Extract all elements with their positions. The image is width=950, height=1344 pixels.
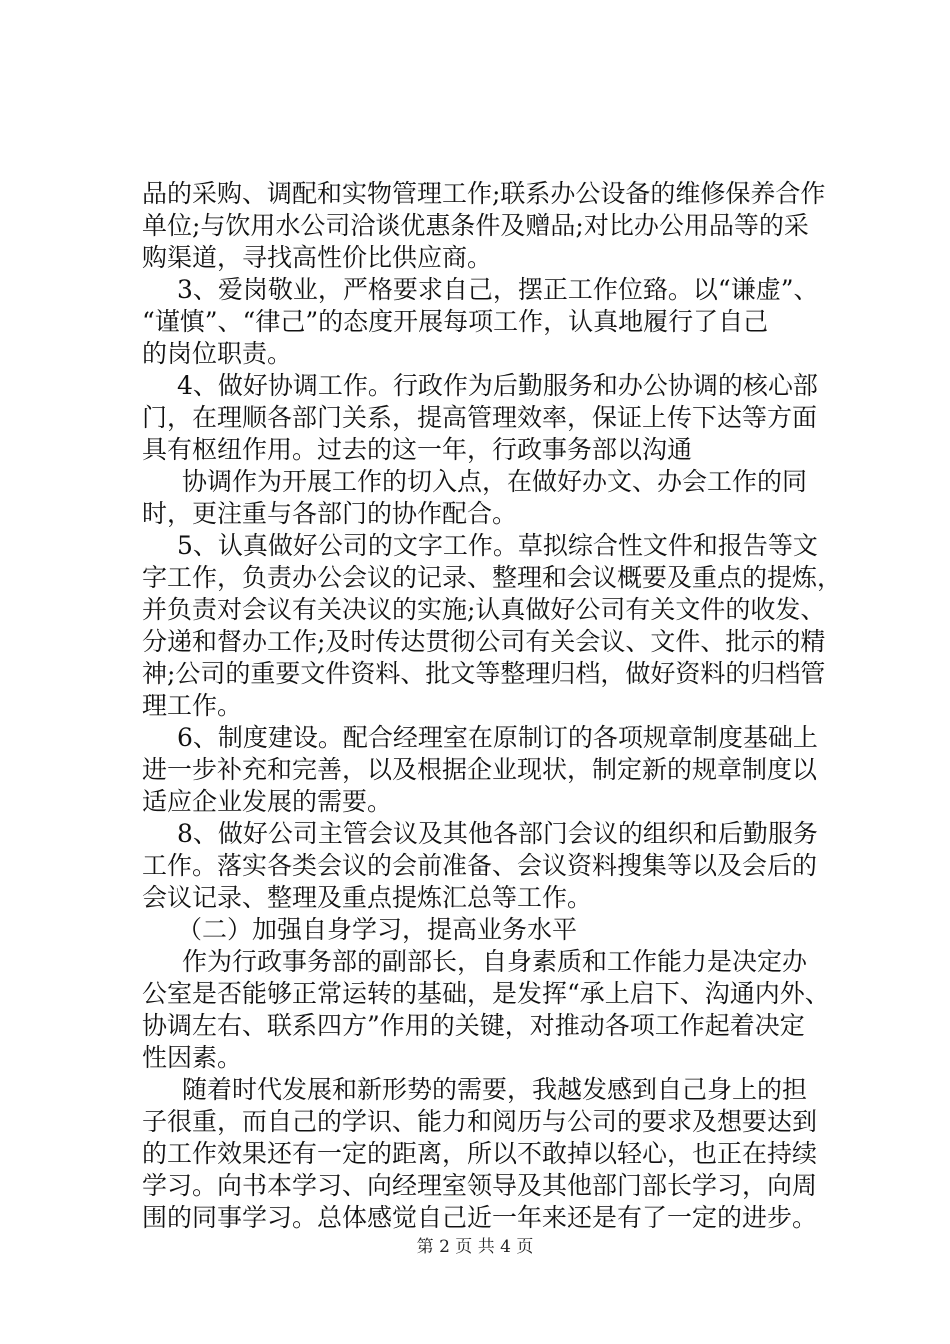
text-line: 品的采购、调配和实物管理工作;联系办公设备的维修保养合作	[142, 179, 826, 208]
text-line: 时，更注重与各部门的协作配合。	[142, 499, 518, 528]
text-line: 适应企业发展的需要。	[142, 787, 393, 816]
text-line: 理工作。	[142, 691, 243, 720]
text-line: 4、做好协调工作。行政作为后勤服务和办公协调的核心部	[177, 371, 818, 400]
text-line: 作为行政事务部的副部长，自身素质和工作能力是决定办	[182, 947, 808, 976]
text-line: 的岗位职责。	[142, 339, 293, 368]
text-line: 门，在理顺各部门关系，提高管理效率，保证上传下达等方面	[142, 403, 818, 432]
text-line: 协调作为开展工作的切入点，在做好办文、办会工作的同	[182, 467, 808, 496]
text-line: 围的同事学习。总体感觉自己近一年来还是有了一定的进步。	[142, 1203, 818, 1232]
text-line: 购渠道，寻找高性价比供应商。	[142, 243, 493, 272]
text-line: 具有枢纽作用。过去的这一年，行政事务部以沟通	[142, 435, 693, 464]
text-line: “谨慎”、“律己”的态度开展每项工作，认真地履行了自己	[142, 307, 769, 336]
text-line: 公室是否能够正常运转的基础，是发挥“承上启下、沟通内外、	[142, 979, 830, 1008]
text-line: 学习。向书本学习、向经理室领导及其他部门部长学习，向周	[142, 1171, 818, 1200]
text-line: 工作。落实各类会议的会前准备、会议资料搜集等以及会后的	[142, 851, 818, 880]
text-line: 的工作效果还有一定的距离，所以不敢掉以轻心，也正在持续	[142, 1139, 818, 1168]
text-line: 随着时代发展和新形势的需要，我越发感到自己身上的担	[182, 1075, 808, 1104]
text-line: 子很重，而自己的学识、能力和阅历与公司的要求及想要达到	[142, 1107, 818, 1136]
text-line: 并负责对会议有关决议的实施;认真做好公司有关文件的收发、	[142, 595, 826, 624]
text-line: 进一步补充和完善，以及根据企业现状，制定新的规章制度以	[142, 755, 818, 784]
text-line: 8、做好公司主管会议及其他各部门会议的组织和后勤服务	[177, 819, 818, 848]
text-line: 字工作，负责办公会议的记录、整理和会议概要及重点的提炼，	[142, 563, 843, 592]
text-line: 5、认真做好公司的文字工作。草拟综合性文件和报告等文	[177, 531, 818, 560]
text-line: 3、爱岗敬业，严格要求自己，摆正工作位臵。以“谦虚”、	[177, 275, 819, 304]
text-line: 神;公司的重要文件资料、批文等整理归档，做好资料的归档管	[142, 659, 826, 688]
text-line: 性因素。	[142, 1043, 243, 1072]
text-line: 6、制度建设。配合经理室在原制订的各项规章制度基础上	[177, 723, 818, 752]
page-footer: 第 2 页 共 4 页	[416, 1237, 534, 1257]
text-line: 分递和督办工作;及时传达贯彻公司有关会议、文件、批示的精	[142, 627, 826, 656]
text-line: 协调左右、联系四方”作用的关键，对推动各项工作起着决定	[142, 1011, 805, 1040]
section-heading: （二）加强自身学习，提高业务水平	[177, 915, 578, 944]
text-line: 会议记录、整理及重点提炼汇总等工作。	[142, 883, 593, 912]
text-line: 单位;与饮用水公司洽谈优惠条件及赠品;对比办公用品等的采	[142, 211, 809, 240]
